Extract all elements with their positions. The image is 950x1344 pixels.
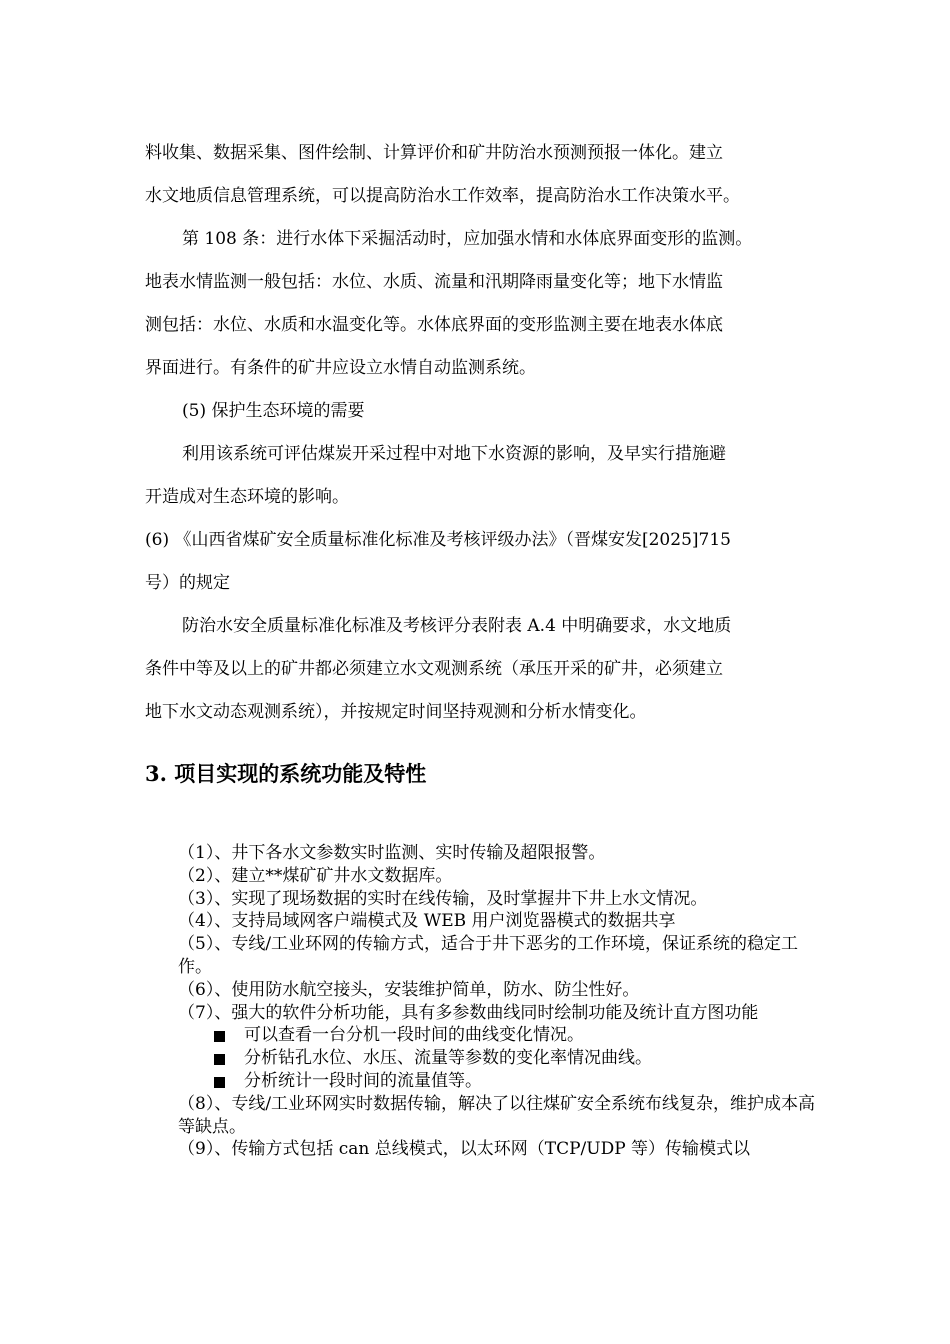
sub-feature-item	[178, 1070, 828, 1093]
paragraph-line: (6) 《山西省煤矿安全质量标准化标准及考核评级办法》（晋煤安发[2025]715	[145, 530, 731, 550]
paragraph-line: 开造成对生态环境的影响。	[145, 487, 349, 507]
feature-item: （5）、专线/工业环网的传输方式，适合于井下恶劣的工作环境，保证系统的稳定工作。	[178, 934, 799, 977]
paragraph-line: 界面进行。有条件的矿井应设立水情自动监测系统。	[145, 358, 536, 378]
paragraph-line: 地下水文动态观测系统），并按规定时间坚持观测和分析水情变化。	[145, 702, 647, 722]
sub-feature-text: 分析统计一段时间的流量值等。	[244, 1070, 482, 1091]
square-bullet-icon	[214, 1031, 225, 1042]
feature-item: （8）、专线/工业环网实时数据传输，解决了以往煤矿安全系统布线复杂，维护成本高等缺点。	[178, 1093, 816, 1137]
paragraph-line: (5) 保护生态环境的需要	[182, 401, 365, 421]
feature-list	[178, 842, 828, 1161]
section-heading: 3. 项目实现的系统功能及特性	[145, 761, 427, 786]
feature-item: （4）、支持局域网客户端模式及 WEB 用户浏览器模式的数据共享	[178, 911, 676, 932]
paragraph-line: 测包括：水位、水质和水温变化等。水体底界面的变形监测主要在地表水体底	[145, 315, 723, 335]
sub-feature-text: 可以查看一台分机一段时间的曲线变化情况。	[244, 1025, 584, 1046]
sub-feature-text: 分析钻孔水位、水压、流量等参数的变化率情况曲线。	[244, 1048, 652, 1069]
paragraph-line: 料收集、数据采集、图件绘制、计算评价和矿井防治水预测预报一体化。建立	[145, 143, 723, 163]
square-bullet-icon	[214, 1077, 225, 1088]
paragraph-line: 号）的规定	[145, 573, 230, 593]
feature-item: （1）、井下各水文参数实时监测、实时传输及超限报警。	[178, 843, 606, 863]
paragraph-line: 防治水安全质量标准化标准及考核评分表附表 A.4 中明确要求，水文地质	[182, 616, 732, 636]
paragraph-line: 利用该系统可评估煤炭开采过程中对地下水资源的影响，及早实行措施避	[182, 444, 726, 464]
sub-feature-item	[178, 1024, 828, 1047]
square-bullet-icon	[214, 1054, 225, 1065]
paragraph-line: 第 108 条：进行水体下采掘活动时，应加强水情和水体底界面变形的监测。	[182, 229, 753, 249]
sub-feature-item	[178, 1047, 828, 1070]
feature-item: （2）、建立**煤矿矿井水文数据库。	[178, 865, 453, 886]
feature-item: （9）、传输方式包括 can 总线模式，以太环网（TCP/UDP 等）传输模式以	[178, 1139, 751, 1160]
paragraph-line: 水文地质信息管理系统，可以提高防治水工作效率，提高防治水工作决策水平。	[145, 186, 740, 206]
paragraph-line: 地表水情监测一般包括：水位、水质、流量和汛期降雨量变化等；地下水情监	[145, 272, 723, 292]
feature-item: （7）、强大的软件分析功能，具有多参数曲线同时绘制功能及统计直方图功能	[178, 1002, 759, 1023]
paragraph-line: 条件中等及以上的矿井都必须建立水文观测系统（承压开采的矿井，必须建立	[145, 659, 723, 679]
feature-item: （6）、使用防水航空接头，安装维护简单，防水、防尘性好。	[178, 979, 640, 1000]
feature-item: （3）、实现了现场数据的实时在线传输，及时掌握井下井上水文情况。	[178, 888, 708, 909]
